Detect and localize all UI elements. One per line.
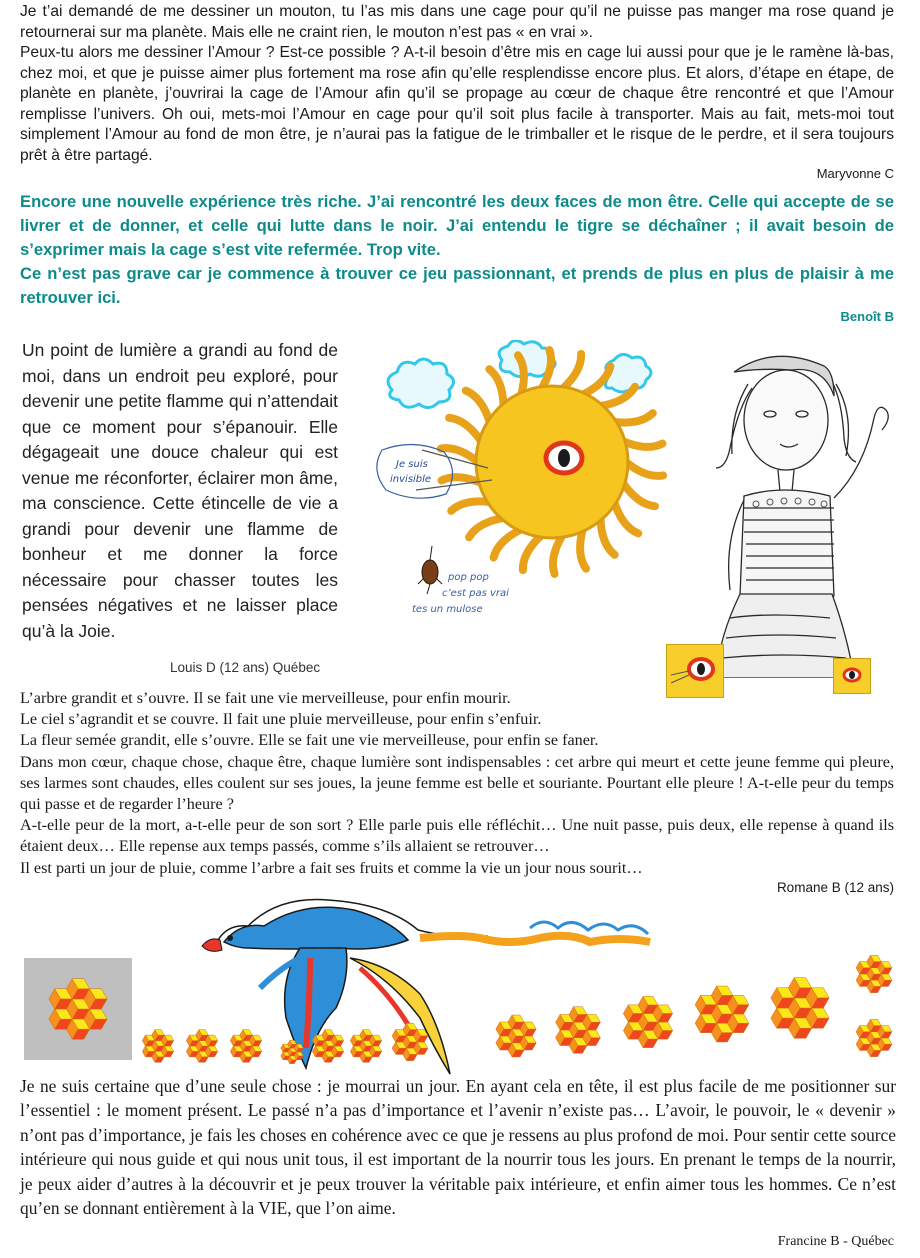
maryvonne-paragraph-2: Peux-tu alors me dessiner l’Amour ? Est-ce possible ? A-t-il besoin d’être mis en cage lui aussi pour que je le ramène là-bas, chez moi, et que je puisse aimer plus fortement ma rose afin qu’elle resplendisse encore plus. Et alors, d’étape en étape, de planète en planète, j’ouvrirai la cage de l’Amour afin qu’il se propage au cœur de chaque être rencontré et que l’Amour remplisse l’univers. Oh oui, mets-moi l’Amour en cage pour qu’il soit plus facile à transporter. Mais au fait, mets-moi tout simplement l’Amour au fond de mon être, je n’aurai pas la fatigue de le trimballer et le risque de le perdre, et il sera toujours prêt à être partagé. — [20, 44, 894, 164]
benoit-paragraph-1: Encore une nouvelle expérience très riche. J’ai rencontré les deux faces de mon être. Celle qui accepte de se livrer et de donner, et celle qui lutte dans le noir. J’ai entendu le tigre se déchaîner ; il avait besoin de s’exprimer mais la cage s’est vite refermée. Trop vite. — [20, 192, 894, 259]
bubble-line-2: invisible — [390, 474, 432, 485]
sun-ray — [469, 518, 503, 537]
sun-ray — [580, 529, 586, 568]
sun-ray — [563, 354, 582, 389]
sun-ray — [553, 535, 563, 574]
maryvonne-paragraph-1: Je t’ai demandé de me dessiner un mouton, tu l’as mis dans une cage pour qu’il ne puisse pas manger ma rose quand je retournerai sur ma planète. Mais elle ne craint rien, le mouton n’est pas « en vrai ». — [20, 3, 894, 41]
hexagon-flower — [856, 955, 892, 992]
francine-text: Je ne suis certaine que d’une seule chose : je mourrai un jour. En ayant cela en tête, il est plus facile de me positionner sur l’essentiel : le moment présent. Le passé n’a pas d’importance et l’avenir n’existe pas… L’avoir, le pouvoir, le « devenir » n’ont pas d’importance, je fais les choses en cohérence avec ce que je ressens au plus profond de moi. Pour sentir cette source intérieure qui nous guide et qui nous unit tous, il est important de la nourrir tous les jours. En prenant le temps de la nourrir, je peux aider d’autres à la découvrir et je peux trouver la véritable paix intérieure, et enfin aimer tous les hommes. Ce n’est qu’en se donnant entièrement à la VIE, que l’on aime. — [20, 1076, 896, 1219]
sun-ray — [626, 462, 663, 476]
sun-ray — [623, 483, 655, 506]
hexagon-flower — [49, 979, 107, 1040]
hexagon-flower — [856, 1019, 892, 1056]
maryvonne-text — [20, 2, 894, 166]
romane-line-3: La fleur semée grandit, elle s’ouvre. Elle se fait une vie merveilleuse, pour enfin se faner. — [20, 731, 599, 750]
benoit-paragraph-2: Ce n’est pas grave car je commence à trouver ce jeu passionnant, et prends de plus en plus de plaisir à me retrouver ici. — [20, 264, 894, 307]
louis-text: Un point de lumière a grandi au fond de moi, dans un endroit peu exploré, pour devenir une petite flamme qui n’attendait que ce moment pour s’épanouir. Elle dégageait une douce chaleur qui est venue me réconforter, éclairer mon âme, ma conscience. Cette étincelle de vie a grandi pour devenir une flamme de bonheur et me donner la force nécessaire pour chasser toutes les pensées négatives et ne laisser place qu’à la Joie. — [22, 340, 338, 641]
caption-line-1: pop pop — [448, 572, 489, 583]
romane-text — [20, 688, 894, 879]
caption-line-2: c’est pas vrai — [442, 588, 509, 599]
romane-signature: Romane B (12 ans) — [776, 880, 894, 895]
sun-ray — [614, 413, 653, 422]
sun-ray — [623, 441, 662, 447]
hexagon-flower — [771, 978, 829, 1039]
francine-signature: Francine B - Québec — [777, 1234, 894, 1249]
hexagon-tile-pattern — [24, 958, 132, 1060]
benoit-text — [20, 190, 894, 310]
caption-line-3: tes un mulose — [412, 604, 483, 615]
louis-signature: Louis D (12 ans) Québec — [170, 660, 321, 675]
bird-drawing — [200, 898, 670, 1076]
maryvonne-signature: Maryvonne C — [816, 166, 894, 181]
sun-ray — [583, 366, 611, 394]
sun-ray — [449, 418, 481, 441]
sun-ray — [523, 535, 542, 570]
sun-ray — [614, 502, 638, 533]
sun-ray — [494, 529, 522, 557]
romane-line-6: Il est parti un jour de pluie, comme l’arbre a fait ses fruits et comme la vie un jour nous sourit… — [20, 858, 643, 877]
sun-ray — [466, 391, 490, 422]
sun-ray — [489, 369, 503, 406]
benoit-signature: Benoît B — [840, 309, 894, 324]
romane-line-4: Dans mon cœur, chaque chose, chaque être, chaque lumière sont indispensables : cet arbre qui meurt et cette jeune femme qui pleure, ses larmes sont chaudes, elles coulent sur ses joues, la jeune femme est belle et souriante. Pourtant elle pleure ! A-t-elle peur du temps qui passe et de regarder l’heure ? — [20, 752, 894, 814]
girl-drawing — [700, 348, 910, 678]
hexagon-flower — [142, 1030, 173, 1063]
romane-line-2: Le ciel s’agrandit et se couvre. Il fait une pluie merveilleuse, pour enfin s’enfuir. — [20, 710, 542, 729]
sun-drawing — [352, 340, 670, 652]
hexagon-flower — [695, 986, 749, 1042]
sun-ray — [451, 501, 490, 510]
romane-line-5: A-t-elle peur de la mort, a-t-elle peur de son sort ? Elle parle puis elle réfléchit… Une nuit passe, puis deux, elle repense à quand ils étaient deux… Elle repense aux temps passés, comme s’ils allaient se retrouver… — [20, 816, 894, 856]
romane-line-1: L’arbre grandit et s’ouvre. Il se fait une vie merveilleuse, pour enfin mourir. — [20, 689, 511, 707]
bubble-line-1: Je suis — [396, 459, 428, 470]
sun-ray — [600, 518, 614, 555]
